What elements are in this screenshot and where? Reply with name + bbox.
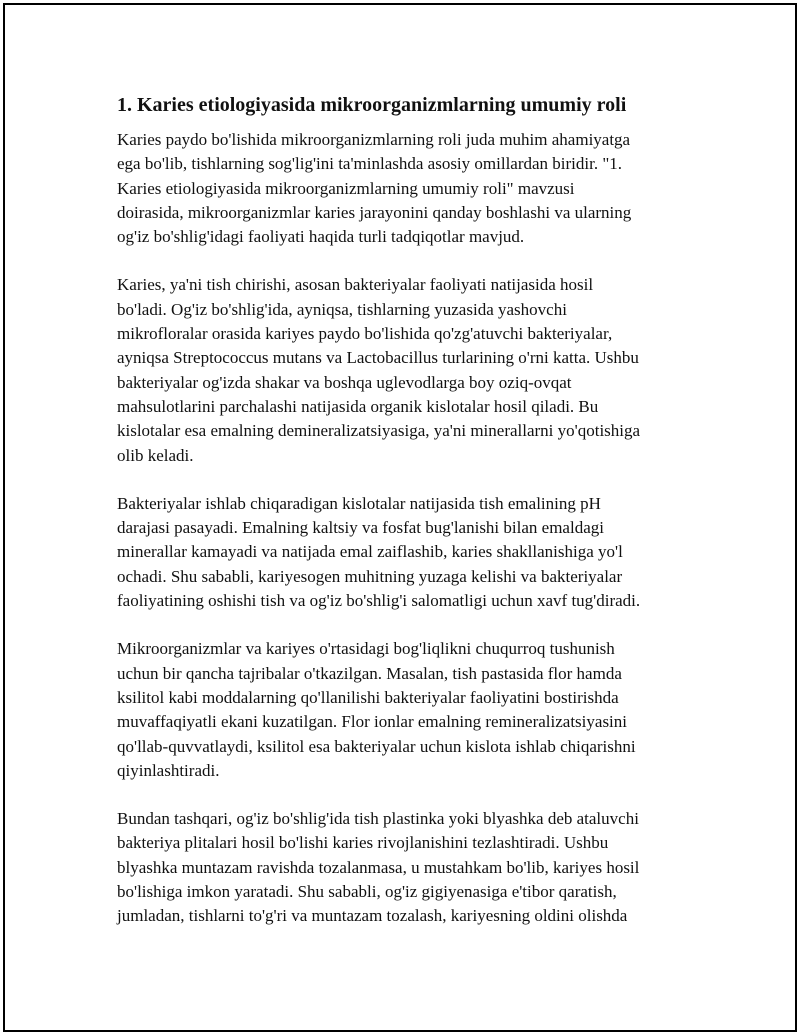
paragraph-2: Karies, ya'ni tish chirishi, asosan bakteriyalar faoliyati natijasida hosil bo'ladi. Og'iz bo'shlig'ida, ayniqsa, tishlarning yuzasida yashovchi mikrofloralar orasida kariyes paydo bo'lishida qo'zg'atuvchi bakteriyalar, ayniqsa Streptococcus mutans va Lactobacillus turlarining o'rni katta. Ushbu bakteriyalar og'izda shakar va boshqa uglevodlarga boy oziq-ovqat mahsulotlarini parchalashi natijasida organik kislotalar hosil qiladi. Bu kislotalar esa emalning demineralizatsiyasiga, ya'ni minerallarni yo'qotishiga olib keladi. bbox=[117, 275, 641, 465]
paragraph-4: Mikroorganizmlar va kariyes o'rtasidagi bog'liqlikni chuqurroq tushunish uchun bir qancha tajribalar o'tkazilgan. Masalan, tish pastasida flor hamda ksilitol kabi moddalarning qo'llanilishi bakteriyalar faoliyatini bostirishda muvaffaqiyatli ekani kuzatilgan. Flor ionlar emalning remineralizatsiyasini qo'llab-quvvatlaydi, ksilitol esa bakteriyalar uchun kislota ishlab chiqarishni qiyinlashtiradi. bbox=[117, 639, 636, 780]
paragraph-1: Karies paydo bo'lishida mikroorganizmlarning roli juda muhim ahamiyatga ega bo'lib, tishlarning sog'lig'ini ta'minlashda asosiy omillardan biridir. "1. Karies etiologiyasida mikroorganizmlarning umumiy roli" mavzusi doirasida, mikroorganizmlar karies jarayonini qanday boshlashi va ularning og'iz bo'shlig'idagi faoliyati haqida turli tadqiqotlar mavjud. bbox=[117, 130, 632, 247]
paragraph-5: Bundan tashqari, og'iz bo'shlig'ida tish plastinka yoki blyashka deb ataluvchi bakteriya plitalari hosil bo'lishi karies rivojlanishini tezlashtiradi. Ushbu blyashka muntazam ravishda tozalanmasa, u mustahkam bo'lib, kariyes hosil bo'lishiga imkon yaratadi. Shu sababli, og'iz gigiyenasiga e'tibor qaratish, jumladan, tishlarni to'g'ri va muntazam tozalash, kariyesning oldini olishda bbox=[117, 809, 640, 926]
paragraph-3: Bakteriyalar ishlab chiqaradigan kislotalar natijasida tish emalining pH darajasi pasayadi. Emalning kaltsiy va fosfat bug'lanishi bilan emaldagi minerallar kamayadi va natijada emal zaiflashib, karies shakllanishiga yo'l ochadi. Shu sababli, kariyesogen muhitning yuzaga kelishi va bakteriyalar faoliyatining oshishi tish va og'iz bo'shlig'i salomatligi uchun xavf tug'diradi. bbox=[117, 493, 641, 611]
document-body bbox=[117, 92, 697, 953]
document-title: 1. Karies etiologiyasida mikroorganizmlarning umumiy roli bbox=[117, 94, 627, 116]
